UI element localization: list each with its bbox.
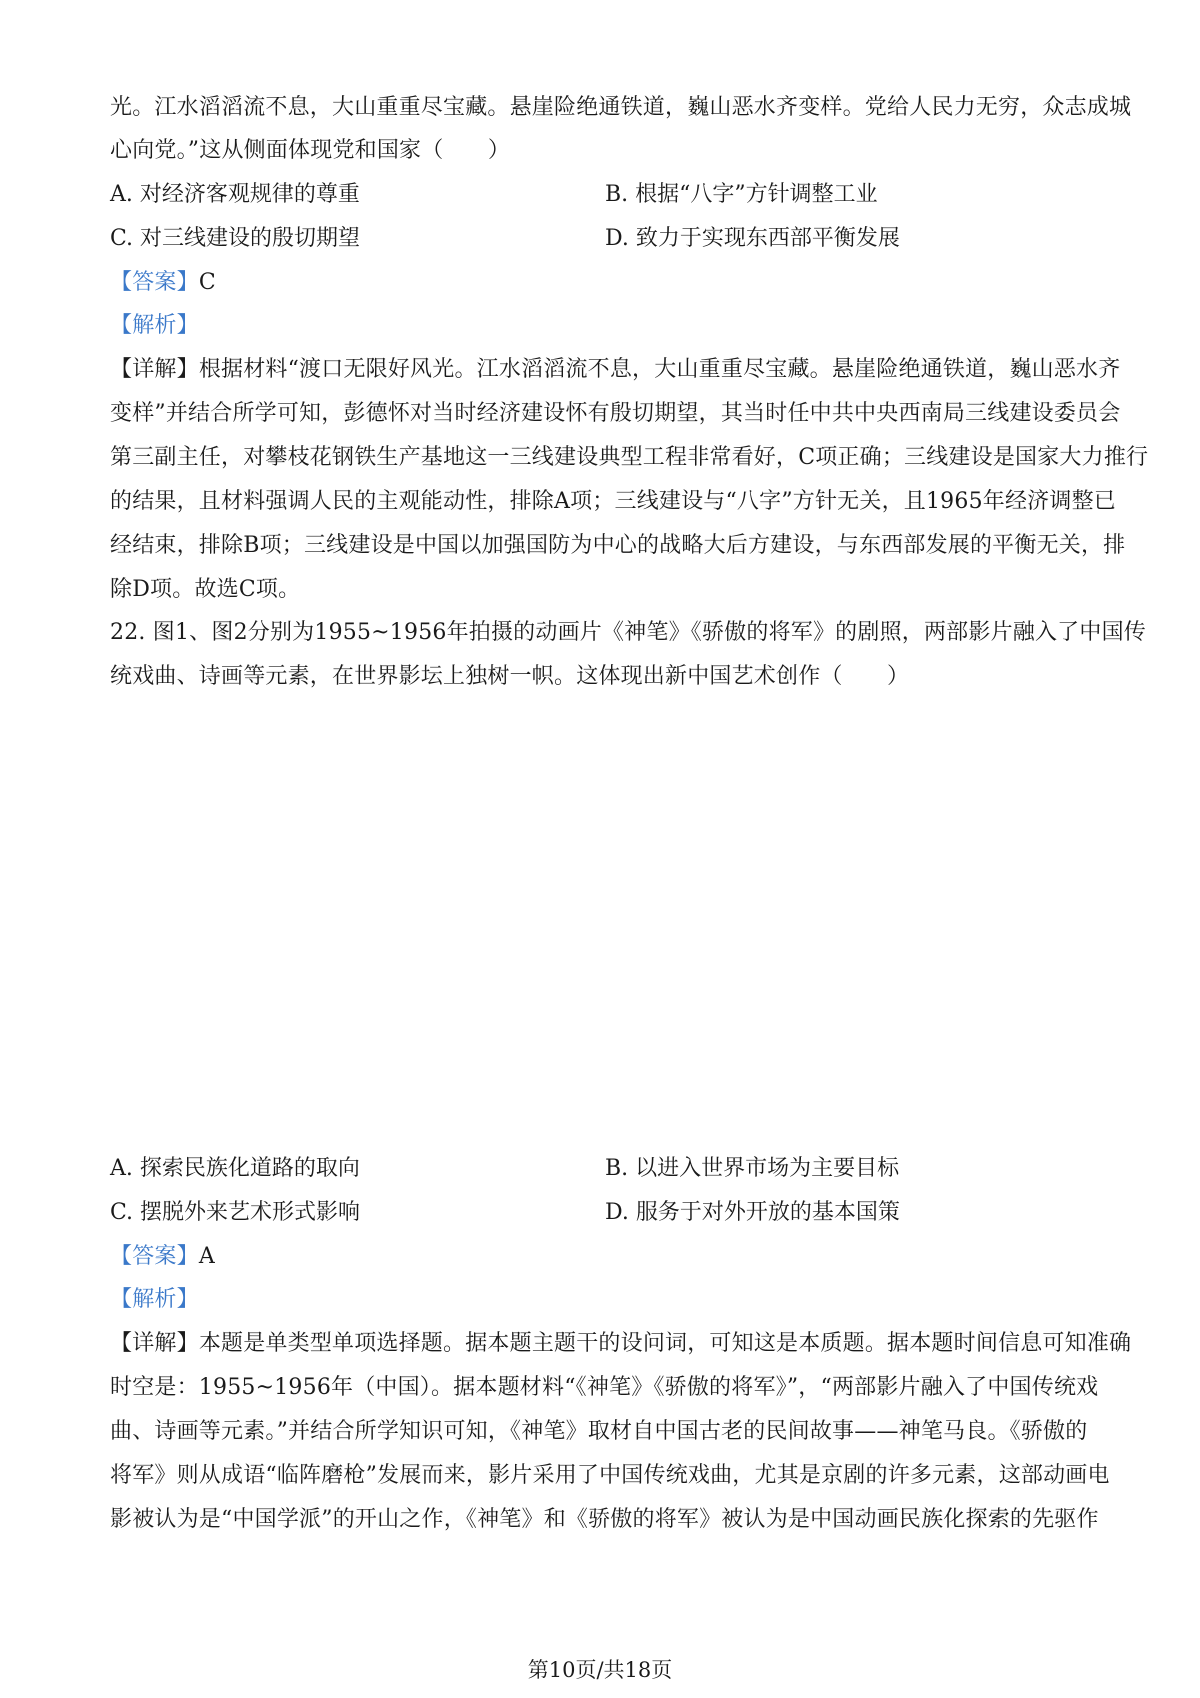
q22-analysis-tag: 【解析】	[110, 1287, 199, 1312]
q22-detail-line-3: 曲、诗画等元素。”并结合所学知识可知，《神笔》取材自中国古老的民间故事——神笔马良。《骄傲的	[110, 1419, 1088, 1444]
q22-option-a: A. 探索民族化道路的取向	[110, 1156, 360, 1181]
q22-answer	[110, 1242, 1110, 1272]
q21-analysis	[110, 311, 1110, 341]
q21-detail-line-2: 变样”并结合所学可知，彭德怀对当时经济建设怀有殷切期望，其当时任中共中央西南局三线建设委员会	[110, 401, 1121, 426]
q22-answer-tag: 【答案】	[110, 1244, 199, 1269]
q21-detail-line-5: 经结束，排除B项；三线建设是中国以加强国防为中心的战略大后方建设，与东西部发展的平衡无关，排	[110, 533, 1126, 558]
q21-analysis-tag: 【解析】	[110, 313, 199, 338]
q21-answer	[110, 268, 1110, 298]
q22-option-d: D. 服务于对外开放的基本国策	[605, 1200, 900, 1225]
q22-option-c: C. 摆脱外来艺术形式影响	[110, 1200, 361, 1225]
q22-detail-tag: 【详解】	[110, 1331, 199, 1356]
q21-option-a: A. 对经济客观规律的尊重	[110, 182, 360, 207]
q21-detail-tag: 【详解】	[110, 357, 199, 382]
q22-analysis	[110, 1285, 1110, 1315]
figure-area	[110, 755, 1110, 1135]
q22-detail-line-4: 将军》则从成语“临阵磨枪”发展而来，影片采用了中国传统戏曲，尤其是京剧的许多元素，这部动画电	[110, 1463, 1110, 1488]
q21-detail-text-1: 根据材料“渡口无限好风光。江水滔滔流不息，大山重重尽宝藏。悬崖险绝通铁道，巍山恶水齐	[198, 357, 1121, 382]
q21-detail-line-3: 第三副主任，对攀枝花钢铁生产基地这一三线建设典型工程非常看好，C项正确；三线建设是国家大力推行	[110, 445, 1149, 470]
page-number-footer: 第10页/共18页	[527, 1658, 673, 1682]
q22-detail-line-5: 影被认为是“中国学派”的开山之作，《神笔》和《骄傲的将军》被认为是中国动画民族化探索的先驱作	[110, 1507, 1099, 1532]
q22-stem-line-1: 22. 图1、图2分别为1955~1956年拍摄的动画片《神笔》《骄傲的将军》的剧照，两部影片融入了中国传	[110, 620, 1146, 645]
q22-stem-line-2: 统戏曲、诗画等元素，在世界影坛上独树一帜。这体现出新中国艺术创作（ ）	[110, 664, 910, 689]
q21-stem-line-2: 心向党。”这从侧面体现党和国家（ ）	[110, 138, 511, 163]
q22-answer-value: A	[198, 1244, 215, 1269]
q21-option-d: D. 致力于实现东西部平衡发展	[605, 226, 900, 251]
q21-option-b: B. 根据“八字”方针调整工业	[605, 182, 878, 207]
q22-detail-line-2: 时空是：1955~1956年（中国）。据本题材料“《神笔》《骄傲的将军》”，“两部影片融入了中国传统戏	[110, 1375, 1099, 1400]
q22-option-b: B. 以进入世界市场为主要目标	[605, 1156, 900, 1181]
q21-option-c: C. 对三线建设的殷切期望	[110, 226, 361, 251]
q21-detail-line-4: 的结果，且材料强调人民的主观能动性，排除A项；三线建设与“八字”方针无关，且1965年经济调整已	[110, 489, 1116, 514]
q21-answer-tag: 【答案】	[110, 270, 199, 295]
q21-detail-line-6: 除D项。故选C项。	[110, 577, 301, 602]
q22-detail-text-1: 本题是单类型单项选择题。据本题主题干的设问词，可知这是本质题。据本题时间信息可知准确	[198, 1331, 1132, 1356]
q21-detail-line-1	[110, 355, 1121, 385]
q22-detail-line-1	[110, 1329, 1132, 1359]
q21-stem-line-1: 光。江水滔滔流不息，大山重重尽宝藏。悬崖险绝通铁道，巍山恶水齐变样。党给人民力无穷，众志成城	[110, 95, 1132, 120]
q21-answer-value: C	[198, 270, 216, 295]
